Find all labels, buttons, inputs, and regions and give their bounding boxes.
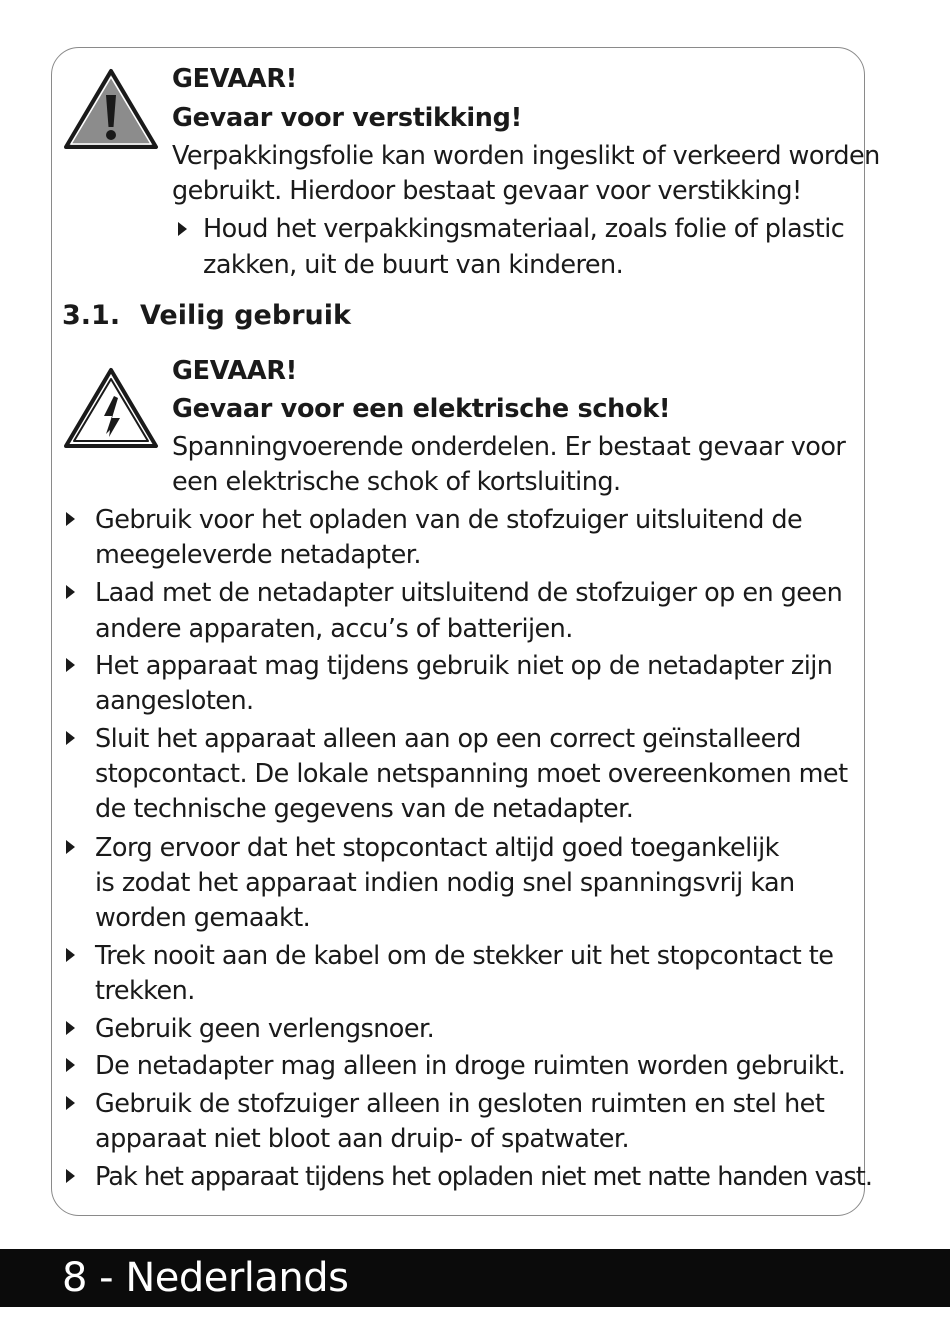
- electric-shock-icon: [62, 366, 160, 450]
- warning-text-line: gebruikt. Hierdoor bestaat gevaar voor verstikking!: [172, 176, 802, 206]
- warning-triangle-icon: [62, 67, 160, 151]
- bullet-line: De netadapter mag alleen in droge ruimten worden gebruikt.: [95, 1051, 846, 1081]
- bullet-arrow-icon: [66, 840, 75, 854]
- section-number: 3.1.: [62, 300, 121, 331]
- bullet-line: worden gemaakt.: [95, 903, 311, 933]
- warning-title: Gevaar voor verstikking!: [172, 103, 522, 133]
- bullet-arrow-icon: [178, 222, 187, 236]
- bullet-arrow-icon: [66, 1169, 75, 1183]
- bullet-arrow-icon: [66, 658, 75, 672]
- bullet-line: apparaat niet bloot aan druip- of spatwater.: [95, 1124, 630, 1154]
- bullet-line: andere apparaten, accu’s of batterijen.: [95, 614, 573, 644]
- bullet-line: aangesloten.: [95, 686, 254, 716]
- bullet-line: Zorg ervoor dat het stopcontact altijd goed toegankelijk: [95, 833, 779, 863]
- bullet-arrow-icon: [66, 1096, 75, 1110]
- bullet-arrow-icon: [66, 585, 75, 599]
- bullet-line: stopcontact. De lokale netspanning moet overeenkomen met: [95, 759, 848, 789]
- bullet-arrow-icon: [66, 1021, 75, 1035]
- bullet-line: de technische gegevens van de netadapter.: [95, 794, 634, 824]
- warning-text-line: een elektrische schok of kortsluiting.: [172, 467, 621, 497]
- bullet-line: Gebruik geen verlengsnoer.: [95, 1014, 435, 1044]
- bullet-line: trekken.: [95, 976, 195, 1006]
- bullet-arrow-icon: [66, 512, 75, 526]
- warning-label: GEVAAR!: [172, 64, 297, 94]
- bullet-line: is zodat het apparaat indien nodig snel spanningsvrij kan: [95, 868, 795, 898]
- warning-bullet-line: zakken, uit de buurt van kinderen.: [203, 250, 624, 280]
- bullet-line: Het apparaat mag tijdens gebruik niet op de netadapter zijn: [95, 651, 833, 681]
- bullet-line: Trek nooit aan de kabel om de stekker uit het stopcontact te: [95, 941, 834, 971]
- bullet-line: meegeleverde netadapter.: [95, 540, 421, 570]
- bullet-line: Gebruik de stofzuiger alleen in gesloten ruimten en stel het: [95, 1089, 825, 1119]
- warning-bullet-line: Houd het verpakkingsmateriaal, zoals folie of plastic: [203, 214, 845, 244]
- page-footer: [0, 1249, 950, 1307]
- bullet-arrow-icon: [66, 948, 75, 962]
- bullet-line: Pak het apparaat tijdens het opladen niet met natte handen vast.: [95, 1162, 872, 1192]
- warning-text-line: Spanningvoerende onderdelen. Er bestaat gevaar voor: [172, 432, 846, 462]
- bullet-line: Laad met de netadapter uitsluitend de stofzuiger op en geen: [95, 578, 843, 608]
- page-number-language: 8 - Nederlands: [62, 1255, 349, 1301]
- warning-title: Gevaar voor een elektrische schok!: [172, 394, 671, 424]
- bullet-arrow-icon: [66, 731, 75, 745]
- bullet-line: Gebruik voor het opladen van de stofzuiger uitsluitend de: [95, 505, 803, 535]
- section-title: Veilig gebruik: [140, 300, 351, 331]
- bullet-line: Sluit het apparaat alleen aan op een correct geïnstalleerd: [95, 724, 801, 754]
- warning-text-line: Verpakkingsfolie kan worden ingeslikt of verkeerd worden: [172, 141, 880, 171]
- bullet-arrow-icon: [66, 1058, 75, 1072]
- warning-label: GEVAAR!: [172, 356, 297, 386]
